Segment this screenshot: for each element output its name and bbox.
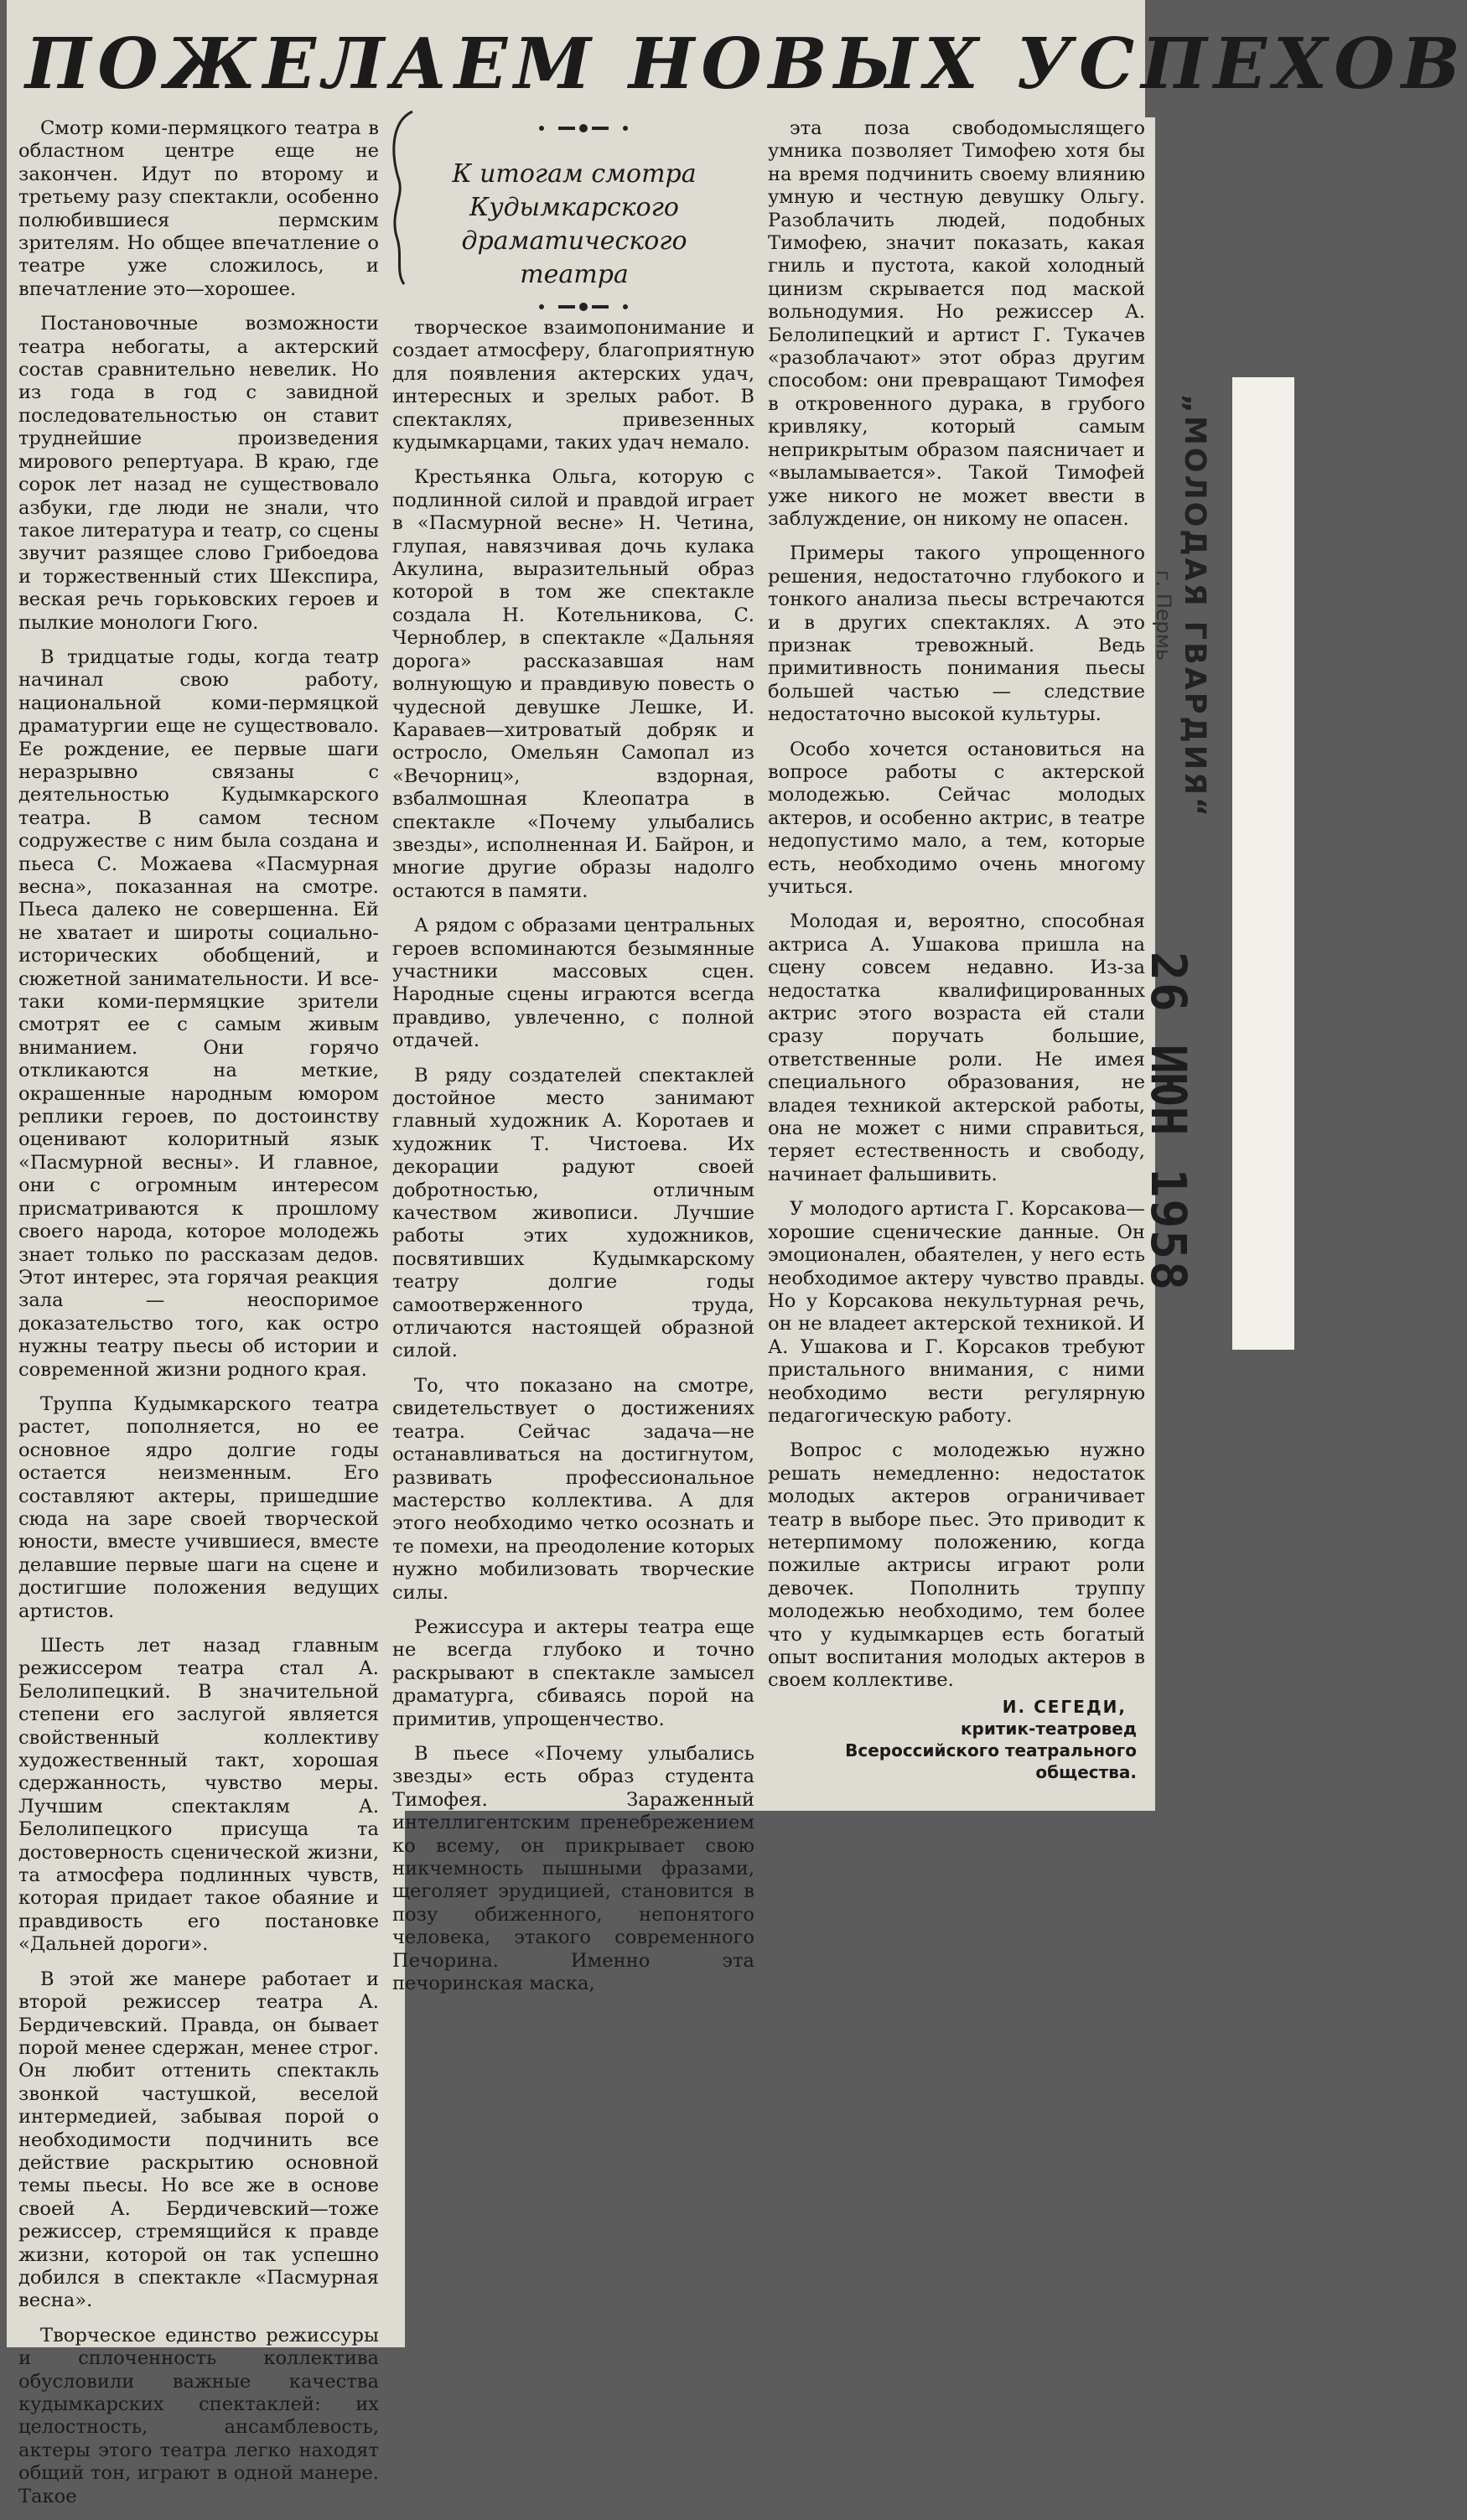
article-paragraph: Крестьянка Ольга, которую с подлинной силой и правдой играет в «Пасмурной весне» Н. Четина, глупая, навязчивая дочь кулака Акулина, выразительный образ которой в том же спектакле создала Н. Котельникова, С. Черноблер, в спектакле «Дальняя дорога» рассказавшая нам волнующую и правдивую повесть о чудесной девушке Лешке, И. Караваев—хитроватый добряк и остросло, Омельян Самопал из «Вечорниц», вздорная, взбалмошная Клеопатра в спектакле «Почему улыбались звезды», исполненная И. Байрон, и многие другие образы надолго остаются в памяти. [392, 466, 754, 902]
article-paragraph: Труппа Кудымкарского театра растет, пополняется, но ее основное ядро долгие годы остается неизменным. Его составляют актеры, пришедшие сюда на заре своей творческой юности, вместе учившиеся, вместе делавшие первые шаги на сцене и достигшие положения ведущих артистов. [18, 1392, 379, 1622]
article-column-1 [18, 117, 379, 2520]
article-paragraph: У молодого артиста Г. Корсакова—хорошие сценические данные. Он эмоционален, обаятелен, у него есть необходимое актеру чувство правды. Но у Корсакова некультурная речь, он не владеет актерской техникой. И А. Ушакова и Г. Корсаков требуют пристального внимания, с ними необходимо вести регулярную педагогическую работу. [768, 1198, 1145, 1427]
newspaper-city: г. Пермь [1152, 570, 1175, 661]
author-organization: Всероссийского театрального общества. [845, 1740, 1137, 1782]
newspaper-masthead: „МОЛОДАЯ ГВАРДИЯ“ [1178, 394, 1211, 819]
article-paragraph: Шесть лет назад главным режиссером театра стал А. Белолипецкий. В значительной степени его заслугой является свойственный коллективу художественный такт, хорошая сдержанность, чувство меры. Лучшим спектаклям А. Белолипецкого присуща та достоверность сценической жизни, та атмосфера подлинных чувств, которая придает такое обаяние и правдивость его постановке «Дальней дороги». [18, 1635, 379, 1956]
article-paragraph: Смотр коми-пермяцкого театра в областном центре еще не закончен. Идут по второму и третьему разу спектакли, особенно полюбившиеся пермским зрителям. Но общее впечатление о театре уже сложилось, и впечатление это—хорошее. [18, 117, 379, 300]
date-stamp: 26 ИЮН 1958 [1140, 951, 1197, 1293]
article-subtitle: К итогам смотра Кудымкарского драматического театра [452, 159, 697, 289]
article-headline: ПОЖЕЛАЕМ НОВЫХ УСПЕХОВ [25, 23, 1467, 105]
author-name: И. СЕГЕДИ, [1002, 1697, 1127, 1717]
article-paragraph: В пьесе «Почему улыбались звезды» есть образ студента Тимофея. Зараженный интеллигентским пренебрежением ко всему, он прикрывает свою никчемность пышными фразами, щеголяет эрудицией, становится в позу обиженного, непонятого человека, этакого современного Печорина. Именно эта печоринская маска, [392, 1742, 754, 1995]
subtitle-top-ornament [533, 120, 634, 137]
article-paragraph: эта поза свободомыслящего умника позволяет Тимофею хотя бы на время подчинить своему влиянию умную и честную девушку Ольгу. Разоблачить людей, подобных Тимофею, значит показать, какая гниль и пустота, какой холодный цинизм скрывается под маской вольнодумия. Но режиссер А. Белолипецкий и артист Г. Тукачев «разоблачают» этот образ другим способом: они превращают Тимофея в откровенного дурака, в грубого кривляку, который самым неприкрытым образом паясничает и «выламывается». Такой Тимофей уже никого не может ввести в заблуждение, он никому не опасен. [768, 117, 1145, 530]
article-paragraph: А рядом с образами центральных героев вспоминаются безымянные участники массовых сцен. Народные сцены играются всегда правдиво, увлеченно, с полной отдачей. [392, 915, 754, 1052]
article-paragraph: Вопрос с молодежью нужно решать немедленно: недостаток молодых актеров ограничивает театр в выборе пьес. Это приводит к нетерпимому положению, когда пожилые актрисы играют роли девочек. Пополнить труппу молодежью необходимо, тем более что у кудымкарцев есть богатый опыт воспитания молодых актеров в своем коллективе. [768, 1439, 1145, 1692]
mounting-sheet [1232, 377, 1294, 1350]
article-paragraph: Примеры такого упрощенного решения, недостаточно глубокого и тонкого анализа пьесы встречаются и в других спектаклях. А это признак тревожный. Ведь примитивность понимания пьесы большей частью — следствие недостаточно высокой культуры. [768, 542, 1145, 726]
article-paragraph: В тридцатые годы, когда театр начинал свою работу, национальной коми-пермяцкой драматургии еще не существовало. Ее рождение, ее первые шаги неразрывно связаны с деятельностью Кудымкарского театра. В самом тесном содружестве с ним была создана и пьеса С. Можаева «Пасмурная весна», показанная на смотре. Пьеса далеко не совершенна. Ей не хватает и широты социально-исторических обобщений, и сюжетной занимательности. И все-таки коми-пермяцкие зрители смотрят ее с самым живым вниманием. Они горячо откликаются на меткие, окрашенные народным юмором реплики героев, по достоинству оценивают колоритный язык «Пасмурной весны». И главное, они с огромным интересом присматриваются к прошлому своего народа, которое молодежь знает только по рассказам дедов. Этот интерес, эта горячая реакция зала — неоспоримое доказательство того, как остро нужны театру пьесы об истории и современной жизни родного края. [18, 646, 379, 1381]
article-paragraph: Режиссура и актеры театра еще не всегда глубоко и точно раскрывают в спектакле замысел драматурга, сбиваясь порой на примитив, упрощенчество. [392, 1615, 754, 1730]
article-paragraph: Постановочные возможности театра небогаты, а актерский состав сравнительно невелик. Но из года в год с завидной последовательностью он ставит труднейшие произведения мирового репертуара. В краю, где сорок лет назад не существовало азбуки, где люди не знали, что такое литература и театр, со сцены звучит разящее слово Грибоедова и торжественный стих Шекспира, веская речь горьковских героев и пылкие монологи Гюго. [18, 313, 379, 634]
article-paragraph: Творческое единство режиссуры и сплоченность коллектива обусловили важные качества кудымкарских спектаклей: их целостность, ансамблевость, актеры этого театра легко находят общий тон, играют в одной манере. Такое [18, 2324, 379, 2507]
subtitle-bottom-ornament [533, 298, 634, 315]
article-paragraph: Молодая и, вероятно, способная актриса А. Ушакова пришла на сцену совсем недавно. Из-за недостатка квалифицированных актрис этого возраста ей стали сразу поручать большие, ответственные роли. Не имея специального образования, не владея техникой актерской работы, она не может с ними справиться, теряет естественность и свободу, начинает фальшивить. [768, 910, 1145, 1185]
article-paragraph: То, что показано на смотре, свидетельствует о достижениях театра. Сейчас задача—не останавливаться на достигнутом, развивать профессиональное мастерство коллектива. А для этого необходимо четко осознать и те помехи, на преодоление которых нужно мобилизовать творческие силы. [392, 1374, 754, 1604]
article-paragraph: В ряду создателей спектаклей достойное место занимают главный художник А. Коротаев и художник Т. Чистоева. Их декорации радуют своей добротностью, отличным качеством живописи. Лучшие работы этих художников, посвятивших Кудымкарскому театру долгие годы самоотверженного труда, отличаются настоящей образной силой. [392, 1064, 754, 1362]
article-paragraph: творческое взаимопонимание и создает атмосферу, благоприятную для появления актерских удач, интересных и зрелых работ. В спектаклях, привезенных кудымкарцами, таких удач немало. [392, 317, 754, 454]
article-column-3 [768, 117, 1145, 1704]
article-paragraph: Особо хочется остановиться на вопросе работы с актерской молодежью. Сейчас молодых актеров, и особенно актрис, в театре недопустимо мало, а тем, которые есть, необходимо очень многому учиться. [768, 738, 1145, 898]
article-paragraph: В этой же манере работает и второй режиссер театра А. Бердичевский. Правда, он бывает порой менее сдержан, менее строг. Он любит оттенить спектакль звонкой частушкой, веселой интермедией, забывая порой о необходимости подчинить все действие раскрытию основной темы пьесы. Но все же в основе своей А. Бердичевский—тоже режиссер, стремящийся к правде жизни, которой он так успешно добился в спектакле «Пасмурная весна». [18, 1968, 379, 2312]
author-signature [768, 1696, 1137, 1783]
article-column-2 [392, 317, 754, 2007]
author-role: критик-театровед [960, 1719, 1137, 1739]
